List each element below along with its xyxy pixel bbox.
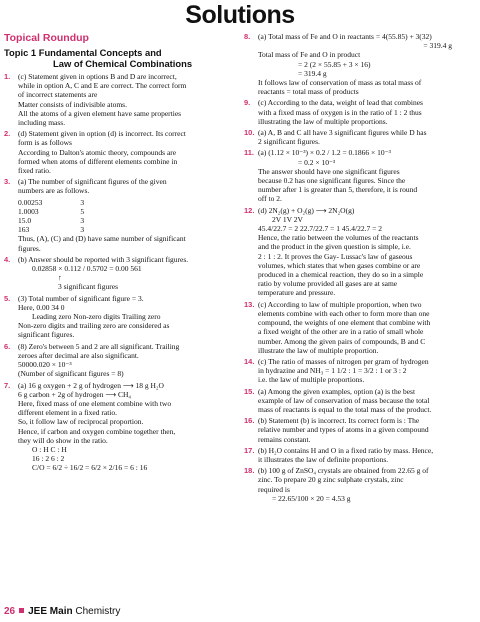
solution-line: (b) 100 g of ZnSO₄ crystals are obtained from 22.65 g of <box>258 466 429 476</box>
solution-line: number after 1 is greater than 5, therefore, it is round <box>258 185 418 195</box>
arrow-line: ↑ <box>58 273 62 283</box>
solution-number: 3. <box>4 177 11 187</box>
solution-line: form is as follows <box>18 138 72 148</box>
solution-13 <box>244 300 476 355</box>
left-column <box>4 32 236 475</box>
solution-line: (a) 16 g oxygen + 2 g of hydrogen ⟶ 18 g H₂O <box>18 380 164 390</box>
solution-line: (b) Answer should be reported with 3 significant figures. <box>18 254 189 264</box>
table-cell: 15.0 <box>18 216 32 226</box>
equation-line: = 319.4 g <box>298 68 327 78</box>
solution-line: All the atoms of a given element have same properties <box>18 108 182 118</box>
equation-line: (d) 2N₂(g) + O₂(g) ⟶ 2N₂O(g) <box>258 205 355 215</box>
solution-line: figures. <box>18 243 41 253</box>
solution-line: relative number and types of atoms in a given compound <box>258 425 429 435</box>
solution-14 <box>244 357 476 385</box>
solution-line: with a fixed mass of oxygen is in the ratio of 1 : 2 thus <box>258 107 422 117</box>
solution-5 <box>4 294 236 340</box>
equation-line: = 0.2 × 10⁻³ <box>298 157 336 167</box>
solution-number: 1. <box>4 72 11 81</box>
solution-10 <box>244 128 476 146</box>
solution-number: 17. <box>244 445 255 455</box>
solution-number: 12. <box>244 205 255 215</box>
solution-line: (Number of significant figures = 8) <box>18 369 124 379</box>
solution-number: 16. <box>244 416 255 426</box>
solution-line: Here, fixed mass of one element combine with two <box>18 398 172 408</box>
solution-line: they will do show in the ratio. <box>18 435 108 445</box>
solution-number: 11. <box>244 148 255 158</box>
solution-line: 2 significant figures. <box>258 137 320 147</box>
solution-12 <box>244 206 476 298</box>
solution-2 <box>4 129 236 175</box>
solution-line: Hence, if carbon and oxygen combine together then, <box>18 426 176 436</box>
solution-line: remains constant. <box>258 434 311 444</box>
equation-line: (a) (1.12 × 10⁻³) × 0.2 / 1.2 = 0.1866 × 10⁻³ <box>258 148 391 158</box>
solution-number: 5. <box>4 293 11 303</box>
solution-line: (a) Among the given examples, option (a) is the best <box>258 386 416 396</box>
page-footer <box>4 606 120 618</box>
equation-line: in hydrazine and NH₃ = 1 1/2 : 1 = 3/2 : 1 or 3 : 2 <box>258 366 407 376</box>
solution-line: illustrate the law of multiple proportion. <box>258 345 379 355</box>
solution-line: temperature and pressure. <box>258 288 336 298</box>
solution-3-cont <box>4 234 236 252</box>
equation-line: C/O = 6/2 ÷ 16/2 = 6/2 × 2/16 = 6 : 16 <box>32 463 148 473</box>
solution-line: Hence, the ratio between the volumes of the reactants <box>258 233 419 243</box>
solution-number: 6. <box>4 341 11 351</box>
topic-line-1: Topic 1 Fundamental Concepts and <box>4 47 162 58</box>
solution-number: 15. <box>244 386 255 396</box>
solution-number: 2. <box>4 129 11 139</box>
solution-line: It follows law of conservation of mass as total mass of <box>258 78 422 88</box>
solution-8 <box>244 32 476 96</box>
table-cell: 3 <box>80 216 85 226</box>
solution-line: (c) According to law of multiple proportion, when two <box>258 299 422 309</box>
solution-line: mass of reactants is equal to the total mass of the product. <box>258 404 432 414</box>
solution-line: (c) According to the data, weight of lead that combines <box>258 98 423 108</box>
solution-7 <box>4 381 236 473</box>
sig-fig-table <box>18 198 122 235</box>
table-cell: 3 <box>80 225 85 235</box>
solution-line: (d) Statement given in option (d) is incorrect. Its correct <box>18 129 186 139</box>
solution-number: 10. <box>244 128 255 138</box>
solution-15 <box>244 387 476 415</box>
table-cell: 1.0003 <box>18 206 39 216</box>
solution-line: required is <box>258 484 290 494</box>
solution-number: 13. <box>244 299 255 309</box>
solution-line: According to Dalton's atomic theory, compounds are <box>18 147 177 157</box>
solution-9 <box>244 98 476 126</box>
solution-number: 18. <box>244 466 255 476</box>
solution-line: while in option A, C and E are correct. The correct form <box>18 81 187 91</box>
solution-line: compound, the weights of one element that combine with <box>258 318 431 328</box>
solution-line: fixed ratio. <box>18 166 51 176</box>
solution-line: (a) Total mass of Fe and O in reactants = 4(55.85) + 3(32) <box>258 32 432 41</box>
solution-line: Non-zero digits and trailing zero are considered as <box>18 321 170 331</box>
solution-line: it illustrates the law of definite proportions. <box>258 454 389 464</box>
solution-line: (3) Total number of significant figure = 3. <box>18 293 144 303</box>
solution-line: (a) A, B and C all have 3 significant figures while D has <box>258 128 427 138</box>
equation-line: 0.02858 × 0.112 / 0.5702 = 0.00 561 <box>32 264 142 274</box>
topic-heading <box>4 47 236 69</box>
solution-line: produced in a chemical reaction, they do so in a simple <box>258 270 424 280</box>
page-number: 26 <box>4 606 16 617</box>
table-row <box>18 198 122 207</box>
section-title: Topical Roundup <box>4 32 89 44</box>
solution-line: a fixed weight of the other are in a ratio of small whole <box>258 327 424 337</box>
table-row <box>18 216 122 225</box>
solution-11 <box>244 148 476 203</box>
table-cell: 163 <box>18 225 30 235</box>
solution-16 <box>244 416 476 444</box>
solution-line: off to 2. <box>258 194 282 204</box>
subject-name: Chemistry <box>75 606 121 617</box>
volume-line: 2V 1V 2V <box>272 214 303 224</box>
topic-line-2: Law of Chemical Combinations <box>53 58 193 69</box>
solution-line: Thus, (A), (C) and (D) have same number of significant <box>18 234 186 244</box>
solution-line: elements combine with each other to form more than one <box>258 308 430 318</box>
right-column <box>244 32 476 505</box>
solution-line: Matter consists of indivisible atoms. <box>18 99 127 109</box>
solution-line: ratio by volume provided all gases are at same <box>258 279 398 289</box>
solution-4 <box>4 255 236 292</box>
solution-line: 6 g carbon + 2g of hydrogen ⟶ CH₄ <box>18 389 131 399</box>
solution-line: because 0.2 has one significant figures. Since the <box>258 176 406 186</box>
solution-line: The answer should have one significant figures <box>258 166 400 176</box>
equation-line: = 2 (2 × 55.85 + 3 × 16) <box>298 59 371 69</box>
solution-6 <box>4 342 236 379</box>
solution-3 <box>4 177 236 195</box>
solution-line: significant figures. <box>18 330 75 340</box>
solution-line: i.e. the law of multiple proportions. <box>258 375 365 385</box>
solution-17 <box>244 446 476 464</box>
solution-line: of incorrect statements are <box>18 90 98 100</box>
solution-line: different element in a fixed ratio. <box>18 408 117 418</box>
ratio-line: O : H C : H <box>32 444 67 454</box>
solution-18 <box>244 466 476 503</box>
solution-number: 9. <box>244 98 251 108</box>
annotation-line: Leading zero Non-zero digits Trailing zero <box>32 312 161 322</box>
solution-line: So, it follow law of reciprocal proportion. <box>18 417 144 427</box>
solution-line: zinc. To prepare 20 g zinc sulphate crystals, zinc <box>258 475 404 485</box>
table-row <box>18 207 122 216</box>
equation-line: Here, 0.00 34 0 <box>18 302 65 312</box>
solution-line: 3 significant figures <box>58 282 118 292</box>
table-row <box>18 225 122 234</box>
table-cell: 0.00253 <box>18 197 43 207</box>
solution-line: example of law of conservation of mass because the total <box>258 395 430 405</box>
equation-line: 45.4/22.7 = 2 22.7/22.7 = 1 45.4/22.7 = 2 <box>258 224 382 234</box>
solution-line: 2 : 1 : 2. It proves the Gay- Lussac's law of gaseous <box>258 251 413 261</box>
solution-line: zeroes after decimal are also significant. <box>18 350 139 360</box>
solution-number: 8. <box>244 32 251 41</box>
page-title: Solutions <box>185 1 295 29</box>
solution-line: (b) H₂O contains H and O in a fixed ratio by mass. Hence, <box>258 445 434 455</box>
solution-line: numbers are as follows. <box>18 186 90 196</box>
solution-line: volumes, which states that when gases combine or are <box>258 260 421 270</box>
equation-line: 50000.020 × 10⁻³ <box>18 360 72 370</box>
solution-line: Total mass of Fe and O in product <box>258 50 361 60</box>
solution-line: (b) Statement (b) is incorrect. Its correct form is : The <box>258 416 420 426</box>
solution-line: and the product in the given question is simple, i.e. <box>258 242 411 252</box>
solution-1 <box>4 72 236 127</box>
solution-line: (c) The ratio of masses of nitrogen per gram of hydrogen <box>258 356 429 366</box>
solution-line: illustrating the law of multiple proportions. <box>258 116 388 126</box>
solution-line: number. Among the given pairs of compounds, B and C <box>258 336 426 346</box>
square-bullet-icon <box>19 608 24 613</box>
solution-number: 4. <box>4 254 11 264</box>
ratio-line: 16 : 2 6 : 2 <box>32 454 65 464</box>
solution-number: 14. <box>244 356 255 366</box>
solution-number: 7. <box>4 380 11 390</box>
book-title: JEE Main <box>28 606 73 617</box>
table-cell: 3 <box>80 197 85 207</box>
solution-line: (a) The number of significant figures of the given <box>18 177 167 187</box>
equation-line: = 319.4 g <box>423 41 452 51</box>
solution-line: reactants = total mass of products <box>258 87 359 97</box>
solution-line: formed when atoms of different elements combine in <box>18 156 178 166</box>
table-cell: 5 <box>80 206 85 216</box>
solution-line: including mass. <box>18 118 66 128</box>
solution-line: (c) Statement given in options B and D are incorrect, <box>18 72 177 81</box>
solution-line: (8) Zero's between 5 and 2 are all significant. Trailing <box>18 341 180 351</box>
equation-line: = 22.65/100 × 20 = 4.53 g <box>272 493 351 503</box>
